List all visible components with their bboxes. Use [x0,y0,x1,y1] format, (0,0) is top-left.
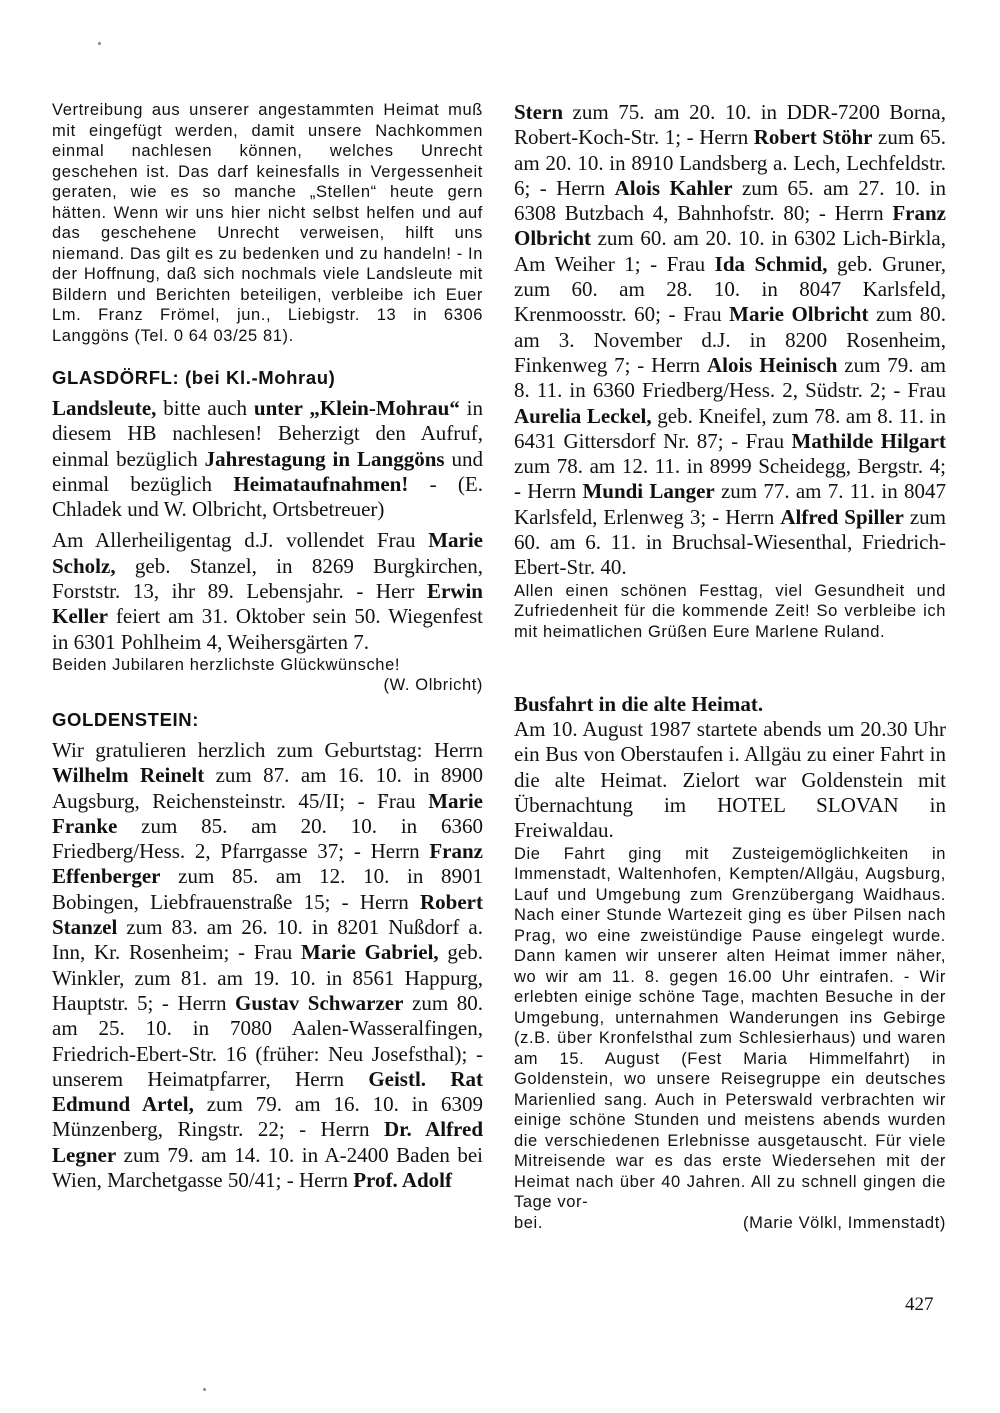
goldenstein-birthdays-continued: Stern zum 75. am 20. 10. in DDR-7200 Borna, Robert-Koch-Str. 1; - Herrn Robert Stöhr zum 65. am 20. 10. in 8910 Landsberg a. Lech, Lechfeldstr. 6; - Herrn Alois Kahler zum 65. am 27. 10. in 6308 Butzbach 4, Bahnhofstr. 80; - Herrn Franz Olbricht zum 60. am 20. 10. in 6302 Lich-Birkla, Am Weiher 1; - Frau Ida Schmid, geb. Gruner, zum 60. am 28. 10. in 8047 Karlsfeld, Krenmoosstr. 60; - Frau Marie Olbricht zum 80. am 3. November d.J. in 8200 Rosenheim, Finkenweg 7; - Herrn Alois Heinisch zum 79. am 8. 11. in 6360 Friedberg/Hess. 2, Südstr. 2; - Frau Aurelia Leckel, geb. Kneifel, zum 78. am 8. 11. in 6431 Gittersdorf Nr. 87; - Frau Mathilde Hilgart zum 78. am 12. 11. in 8999 Scheidegg, Bergstr. 4; - Herrn Mundi Langer zum 77. am 7. 11. in 8047 Karlsfeld, Erlenweg 3; - Herrn Alfred Spiller zum 60. am 6. 11. in Bruchsal-Wiesenthal, Friedrich-Ebert-Str. 40. [514,100,947,580]
bus-trip-body: Die Fahrt ging mit Zusteigemöglichkeiten in Immenstadt, Waltenhofen, Kempten/Allgäu, Augsburg, Lauf und Umgebung zum Grenzübergang Waidhaus. Nach einer Stunde Wartezeit ging es über Pilsen nach Prag, wo eine zweistündige Pause eingelegt wurde. Dann kamen wir unserer alten Heimat immer näher, wo wir am 11. 8. gegen 16.00 Uhr eintrafen. - Wir erlebten einige schöne Tage, machten Besuche in der Umgebung, unternahmen Wanderungen ins Gebirge (z.B. über Kronfelsthal zum Schlesierhaus) und waren am 15. August (Fest Maria Himmelfahrt) in Goldenstein, wo unsere Reisegruppe ein deutsches Marienlied sang. Auch in Peterswald verbrachten wir einige schöne Stunden und meistens abends wurden die verschiedenen Erlebnisse ausgetauscht. Für viele Mitreisende war es das erste Wiedersehen mit der Heimat nach über 40 Jahren. All zu schnell gingen die Tage vor- [514,844,946,1212]
glasdoerfl-birthdays: Am Allerheiligentag d.J. vollendet Frau Marie Scholz, geb. Stanzel, in 8269 Burgkirchen, Forststr. 13, ihr 89. Lebensjahr. - Herr Erwin Keller feiert am 31. Oktober sein 50. Wiegenfest in 6301 Pohlheim 4, Weihersgärten 7. [52,528,483,654]
goldenstein-birthdays: Wir gratulieren herzlich zum Geburtstag: Herrn Wilhelm Reinelt zum 87. am 16. 10. in 8900 Augsburg, Reichensteinstr. 45/II; - Frau Marie Franke zum 85. am 20. 10. in 6360 Friedberg/Hess. 2, Pfarrgasse 37; - Herrn Franz Effenberger zum 85. am 12. 10. in 8901 Bobingen, Liebfrauenstraße 15; - Herrn Robert Stanzel zum 83. am 26. 10. in 8201 Nußdorf a. Inn, Kr. Rosenheim; - Frau Marie Gabriel, geb. Winkler, zum 81. am 19. 10. in 8561 Happurg, Hauptstr. 5; - Herrn Gustav Schwarzer zum 80. am 25. 10. in 7080 Aalen-Wasseralfingen, Friedrich-Ebert-Str. 16 (früher: Neu Josefsthal); - unserem Heimatpfarrer, Herrn Geistl. Rat Edmund Artel, zum 79. am 16. 10. in 6309 Münzenberg, Ringstr. 22; - Herrn Dr. Alfred Legner zum 79. am 14. 10. in A-2400 Baden bei Wien, Marchetgasse 50/41; - Herrn Prof. Adolf [52,737,484,1193]
glasdoerfl-signature: (W. Olbricht) [383,676,483,695]
closing-greeting: Allen einen schönen Festtag, viel Gesundheit und Zufriedenheit für die kommende Zeit! So verbleibe ich mit heimatlichen Grüßen Eure Marlene Ruland. [514,581,946,641]
bus-trip-last-word: bei. [514,1213,544,1232]
glasdoerfl-notice: Landsleute, bitte auch unter „Klein-Mohrau“ in diesem HB nachlesen! Beherzigt den Aufruf, einmal bezüglich Jahrestagung in Langgöns und einmal bezüglich Heimataufnahmen! - (E. Chladek und W. Olbricht, Ortsbetreuer) [52,396,483,522]
intro-paragraph: Vertreibung aus unserer angestammten Heimat muß mit eingefügt werden, damit unsere Nachkommen einmal nachlesen können, welches Unrecht geschehen ist. Das darf keinesfalls in Vergessenheit geraten, wie es so manche „Stellen“ heute gern hätten. Wenn wir uns hier nicht selbst helfen und auf das geschehene Unrecht verweisen, hilft uns niemand. Das gilt es zu bedenken und zu handeln! - In der Hoffnung, daß sich nochmals viele Landsleute mit Bildern und Berichten beteiligen, verbleibe ich Euer Lm. Franz Frömel, jun., Liebigstr. 13 in 6306 Langgöns (Tel. 0 64 03/25 81). [52,101,483,345]
left-column [52,100,483,1193]
goldenstein-heading: GOLDENSTEIN: [52,708,199,730]
page-number: 427 [905,1294,934,1315]
bus-trip-signature-line [514,1213,946,1234]
scan-speck [98,42,101,45]
bus-trip-title: Busfahrt in die alte Heimat. [514,692,764,717]
bus-trip-signature: (Marie Völkl, Immenstadt) [743,1213,946,1232]
glasdoerfl-heading: GLASDÖRFL: (bei Kl.-Mohrau) [52,367,336,388]
right-column [514,100,946,1233]
bus-trip-lead: Am 10. August 1987 startete abends um 20.30 Uhr ein Bus von Oberstaufen i. Allgäu zu einer Fahrt in die alte Heimat. Zielort war Goldenstein mit Übernachtung im HOTEL SLOVAN in Freiwaldau. [514,717,946,843]
scan-speck [203,1388,206,1391]
glasdoerfl-wishes: Beiden Jubilaren herzlichste Glückwünsche! [52,655,401,674]
